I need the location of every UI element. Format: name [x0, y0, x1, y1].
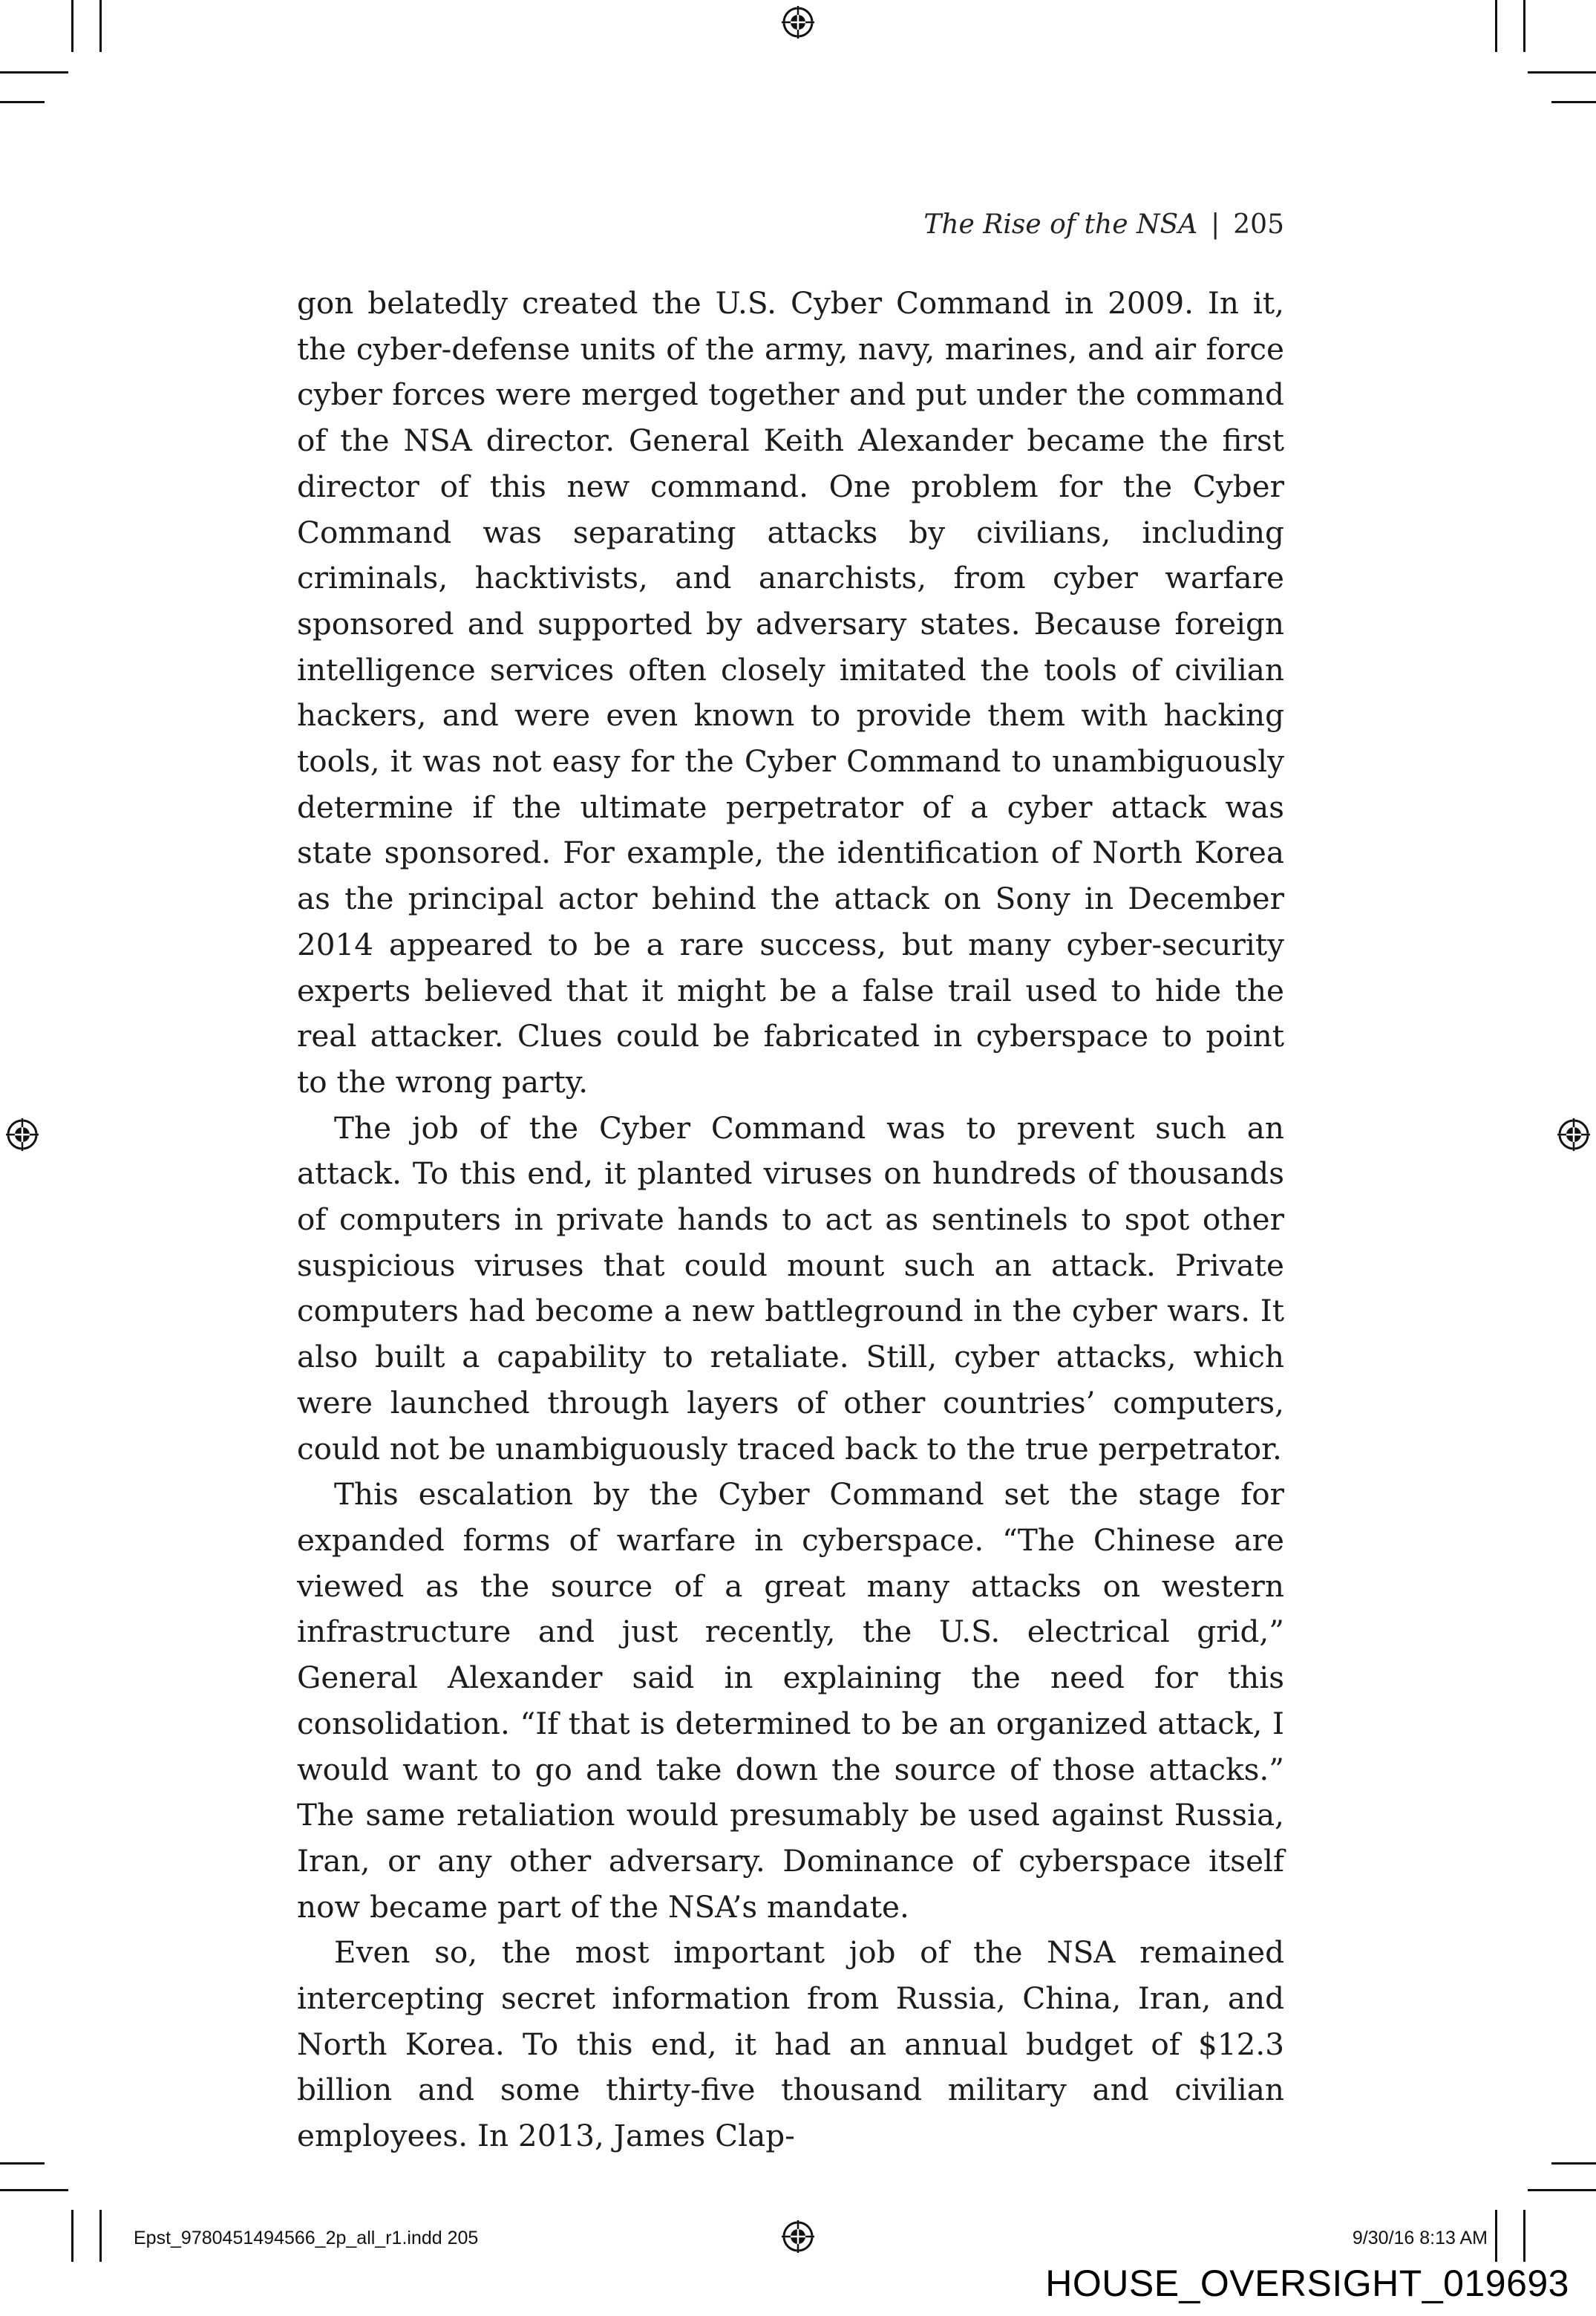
crop-mark [1528, 71, 1596, 74]
crop-mark [0, 71, 68, 74]
crop-mark [1495, 2210, 1497, 2262]
crop-mark [1523, 0, 1525, 52]
paragraph: Even so, the most important job of the NSA remained intercepting secret information from Russia, China, Iran, and North Korea. To this end, it had an annual budget of $12.3 billion and some thirty-five thousand military and civilian employees. In 2013, James Clap- [297, 1934, 1284, 2154]
crop-mark [1528, 2189, 1596, 2191]
running-head-separator: | [1211, 209, 1220, 240]
bates-number: HOUSE_OVERSIGHT_019693 [1045, 2263, 1569, 2304]
crop-mark [71, 0, 73, 52]
crop-mark [71, 2210, 73, 2262]
crop-mark [1551, 2162, 1596, 2165]
running-head [923, 209, 1284, 240]
crop-mark [99, 2210, 102, 2262]
registration-mark-icon [782, 6, 814, 39]
body-text [297, 281, 1284, 2159]
registration-mark-icon [1557, 1118, 1590, 1151]
crop-mark [1523, 2210, 1525, 2262]
crop-mark [0, 101, 45, 103]
paragraph: This escalation by the Cyber Command set the stage for expanded forms of warfare in cyberspace. “The Chinese are viewed as the source of a great many attacks on western infrastructure and just recently, the U.S. electrical grid,” General Alexander said in explaining the need for this consolidation. “If that is determined to be an organized attack, I would want to go and take down the source of those attacks.” The same retaliation would presumably be used against Russia, Iran, or any other adversary. Dominance of cyberspace itself now became part of the NSA’s mandate. [297, 1476, 1284, 1925]
crop-mark [0, 2162, 45, 2165]
page-number: 205 [1233, 209, 1284, 240]
slug-datetime: 9/30/16 8:13 AM [1352, 2228, 1488, 2248]
running-head-title: The Rise of the NSA [923, 209, 1198, 240]
crop-mark [99, 0, 102, 52]
paragraph: The job of the Cyber Command was to prevent such an attack. To this end, it planted viruses on hundreds of thousands of computers in private hands to act as sentinels to spot other suspicious viruses that could mount such an attack. Private computers had become a new battleground in the cyber wars. It also built a capability to retaliate. Still, cyber attacks, which were launched through layers of other countries’ computers, could not be unambiguously traced back to the true perpetrator. [297, 1109, 1284, 1467]
slug-filename: Epst_9780451494566_2p_all_r1.indd 205 [134, 2228, 479, 2248]
crop-mark [1495, 0, 1497, 52]
registration-mark-icon [782, 2220, 814, 2253]
crop-mark [0, 2189, 68, 2191]
crop-mark [1551, 101, 1596, 103]
paragraph: gon belatedly created the U.S. Cyber Command in 2009. In it, the cyber-defense units of the army, navy, marines, and air force cyber forces were merged together and put under the command of the NSA director. General Keith Alexander became the first director of this new command. One problem for the Cyber Command was separating attacks by civilians, including criminals, hacktivists, and anarchists, from cyber warfare sponsored and supported by adversary states. Because foreign intelligence services often closely imitated the tools of civilian hackers, and were even known to provide them with hacking tools, it was not easy for the Cyber Command to unambiguously determine if the ultimate perpetrator of a cyber attack was state sponsored. For example, the identification of North Korea as the principal actor behind the attack on Sony in December 2014 appeared to be a rare success, but many cyber-security experts believed that it might be a false trail used to hide the real attacker. Clues could be fabricated in cyberspace to point to the wrong party. [297, 285, 1284, 1100]
registration-mark-icon [6, 1118, 39, 1151]
